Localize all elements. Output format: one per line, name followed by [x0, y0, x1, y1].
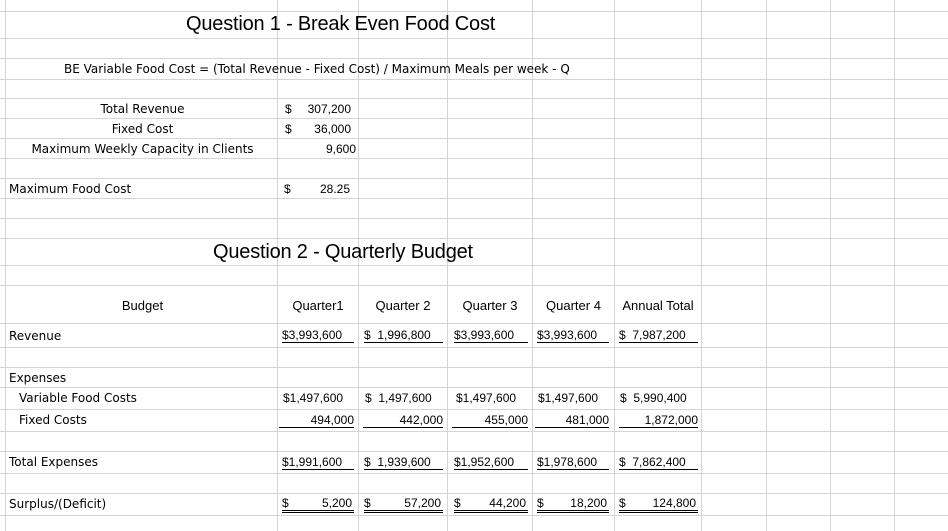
revenue-q4[interactable]: $3,993,600 [537, 328, 609, 343]
surplus-q3: 44,200 [489, 496, 526, 510]
header-quarter-4[interactable]: Quarter 4 [546, 298, 601, 313]
fixed-cost-label[interactable]: Fixed Cost [111, 122, 174, 136]
weekly-capacity-value[interactable]: 9,600 [325, 142, 356, 156]
surplus-annual: 124,800 [652, 496, 696, 510]
surplus-q4: 18,200 [570, 496, 607, 510]
surplus-q3-cell[interactable] [454, 496, 528, 513]
formula-text[interactable]: BE Variable Food Cost = (Total Revenue - Fixed Cost) / Maximum Meals per week - Q [64, 62, 570, 76]
max-food-cost-value[interactable]: 28.25 [319, 182, 350, 196]
header-quarter-1[interactable]: Quarter1 [292, 298, 344, 313]
surplus-q3-currency: $ [454, 496, 461, 510]
surplus-q1-currency: $ [282, 496, 289, 510]
surplus-q1-cell[interactable] [282, 496, 354, 513]
fixed-cost-value[interactable]: 36,000 [314, 122, 351, 136]
header-quarter-2[interactable]: Quarter 2 [375, 298, 431, 313]
fixed-q3[interactable]: 455,000 [452, 413, 528, 428]
total-q3[interactable]: $1,952,600 [454, 455, 528, 470]
total-revenue-currency: $ [285, 102, 292, 116]
surplus-q2-currency: $ [364, 496, 371, 510]
revenue-label[interactable]: Revenue [9, 329, 62, 343]
variable-q1[interactable]: $1,497,600 [283, 391, 344, 405]
fixed-cost-currency: $ [285, 122, 292, 136]
header-quarter-3[interactable]: Quarter 3 [462, 298, 518, 313]
total-revenue-label[interactable]: Total Revenue [100, 102, 185, 116]
surplus-q1: 5,200 [321, 496, 352, 510]
variable-q3[interactable]: $1,497,600 [456, 391, 517, 405]
fixed-q2[interactable]: 442,000 [363, 413, 443, 428]
total-revenue-value[interactable]: 307,200 [307, 102, 351, 116]
revenue-q1[interactable]: $3,993,600 [282, 328, 354, 343]
expenses-label[interactable]: Expenses [9, 371, 67, 385]
fixed-q1[interactable]: 494,000 [279, 413, 354, 428]
surplus-q2: 57,200 [404, 496, 441, 510]
total-q4[interactable]: $1,978,600 [537, 455, 609, 470]
surplus-q4-cell[interactable] [537, 496, 609, 513]
fixed-annual[interactable]: 1,872,000 [619, 413, 698, 428]
total-annual[interactable]: $ 7,862,400 [619, 455, 698, 470]
variable-annual[interactable]: $ 5,990,400 [620, 391, 687, 405]
surplus-annual-cell[interactable] [619, 496, 698, 513]
total-q1[interactable]: $1,991,600 [282, 455, 354, 470]
weekly-capacity-label[interactable]: Maximum Weekly Capacity in Clients [31, 142, 254, 156]
budget-header[interactable]: Budget [121, 298, 164, 313]
surplus-label[interactable]: Surplus/(Deficit) [9, 497, 107, 511]
total-q2[interactable]: $ 1,939,600 [364, 455, 443, 470]
header-annual-total[interactable]: Annual Total [622, 298, 694, 313]
q2-title: Question 2 - Quarterly Budget [213, 241, 473, 263]
surplus-q2-cell[interactable] [364, 496, 443, 513]
surplus-annual-currency: $ [619, 496, 626, 510]
variable-q2[interactable]: $ 1,497,600 [365, 391, 432, 405]
total-expenses-label[interactable]: Total Expenses [9, 455, 99, 469]
revenue-annual[interactable]: $ 7,987,200 [619, 328, 698, 343]
max-food-cost-label[interactable]: Maximum Food Cost [9, 182, 132, 196]
q1-title: Question 1 - Break Even Food Cost [186, 13, 496, 35]
revenue-q3[interactable]: $3,993,600 [454, 328, 528, 343]
variable-q4[interactable]: $1,497,600 [538, 391, 599, 405]
variable-food-costs-label[interactable]: Variable Food Costs [19, 391, 137, 405]
max-food-cost-currency: $ [284, 182, 291, 196]
fixed-costs-label[interactable]: Fixed Costs [19, 413, 87, 427]
fixed-q4[interactable]: 481,000 [535, 413, 609, 428]
revenue-q2[interactable]: $ 1,996,800 [364, 328, 443, 343]
surplus-q4-currency: $ [537, 496, 544, 510]
